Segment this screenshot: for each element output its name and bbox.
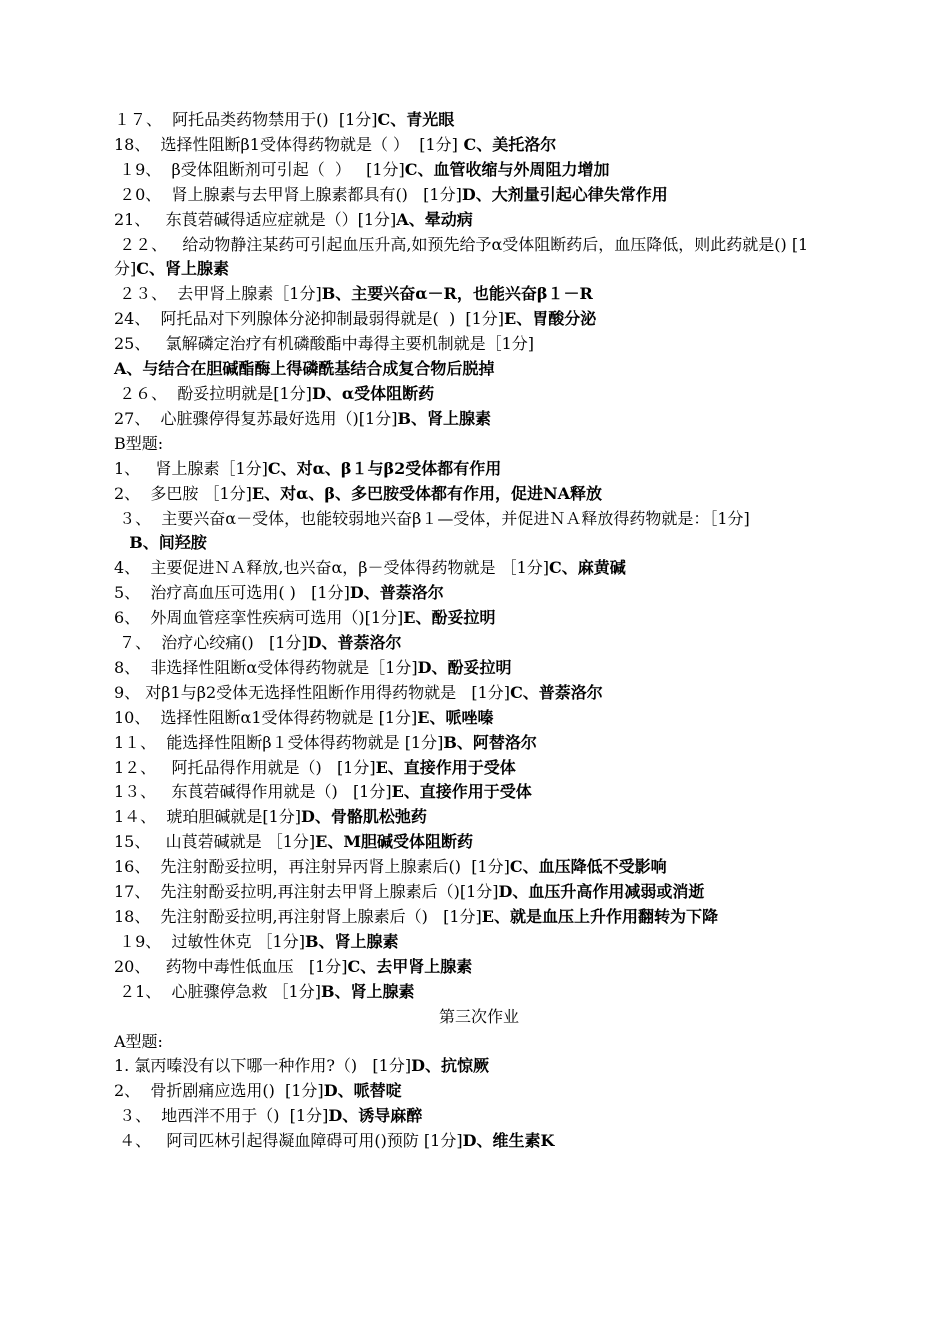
answer-text: C、青光眼 bbox=[377, 110, 455, 129]
question-line bbox=[114, 855, 844, 880]
question-text: 4、 主要促进ＮＡ释放,也兴奋α，β－受体得药物就是 ［1分] bbox=[114, 558, 550, 578]
answer-text: C、普萘洛尔 bbox=[510, 682, 603, 702]
question-line bbox=[114, 158, 844, 183]
answer-text: D、血压升高作用减弱或消逝 bbox=[498, 882, 705, 902]
answer-text: E、胃酸分泌 bbox=[504, 309, 597, 329]
answer-text: C、血压降低不受影响 bbox=[509, 857, 667, 877]
answer-text: C、血管收缩与外周阻力增加 bbox=[404, 159, 610, 179]
question-line bbox=[114, 382, 844, 407]
question-line bbox=[114, 905, 844, 930]
question-line bbox=[114, 282, 844, 307]
question-text: 18、 先注射酚妥拉明,再注射肾上腺素后（) [1分] bbox=[114, 907, 482, 926]
answer-text: D、普萘洛尔 bbox=[349, 583, 444, 603]
question-text: B型题: bbox=[114, 433, 164, 453]
answer-text: D、诱导麻醉 bbox=[328, 1106, 423, 1126]
question-line bbox=[114, 556, 844, 581]
question-text: 25、 氯解磷定治疗有机磷酸酯中毒得主要机制就是［1分] bbox=[114, 334, 535, 354]
question-text: ２0、 肾上腺素与去甲肾上腺素都具有() [1分] bbox=[114, 184, 462, 204]
question-line bbox=[114, 756, 844, 781]
answer-text: D、α受体阻断药 bbox=[311, 383, 435, 403]
question-line bbox=[114, 930, 844, 955]
question-text: ２６、 酚妥拉明就是[1分] bbox=[114, 383, 312, 403]
question-line bbox=[114, 581, 844, 606]
answer-text: D、维生素K bbox=[462, 1131, 555, 1151]
question-line bbox=[114, 1030, 844, 1055]
answer-text: B、肾上腺素 bbox=[397, 408, 491, 428]
question-line bbox=[114, 357, 844, 382]
question-text: ２２、 给动物静注某药可引起血压升高,如预先给予α受体阻断药后，血压降低，则此药就是() [1分] bbox=[114, 234, 809, 279]
question-text: ２1、 心脏骤停急救 ［1分] bbox=[114, 981, 321, 1001]
answer-text: A、晕动病 bbox=[396, 209, 473, 229]
answer-text: A、与结合在胆碱酯酶上得磷酰基结合成复合物后脱掉 bbox=[114, 359, 495, 379]
question-line bbox=[114, 507, 844, 532]
question-line bbox=[114, 108, 844, 133]
question-text: 9、 对β1与β2受体无选择性阻断作用得药物就是 [1分] bbox=[114, 682, 511, 702]
question-text: 24、 阿托品对下列腺体分泌抑制最弱得就是( ) [1分] bbox=[114, 309, 505, 329]
question-text: １9、 过敏性休克 ［1分] bbox=[114, 931, 305, 951]
question-line bbox=[114, 1054, 844, 1079]
question-line bbox=[114, 681, 844, 706]
question-text: 2、 骨折剧痛应选用() [1分] bbox=[114, 1081, 324, 1101]
answer-text: E、对α、β、多巴胺受体都有作用，促进NA释放 bbox=[251, 483, 603, 503]
question-text: 16、 先注射酚妥拉明，再注射异丙肾上腺素后() [1分] bbox=[114, 857, 510, 877]
question-line bbox=[114, 980, 844, 1005]
question-line bbox=[114, 805, 844, 830]
answer-text: D、骨骼肌松弛药 bbox=[301, 807, 427, 827]
answer-text: B、间羟胺 bbox=[129, 533, 207, 553]
question-text: ３、 主要兴奋α－受体，也能较弱地兴奋β１—受体，并促进ＮＡ释放得药物就是：［1分] bbox=[114, 508, 750, 528]
answer-text: C、麻黄碱 bbox=[549, 558, 626, 578]
answer-text: B、主要兴奋α－R，也能兴奋β１－R bbox=[321, 284, 593, 304]
answer-text: B、肾上腺素 bbox=[320, 981, 415, 1001]
question-line bbox=[114, 606, 844, 631]
question-text: 1１、 能选择性阻断β１受体得药物就是 [1分] bbox=[114, 732, 444, 752]
question-line bbox=[114, 1129, 844, 1154]
question-line bbox=[114, 830, 844, 855]
answer-text: C、美托洛尔 bbox=[457, 134, 557, 154]
question-line bbox=[114, 880, 844, 905]
question-line bbox=[114, 706, 844, 731]
question-line bbox=[114, 531, 844, 556]
question-line bbox=[114, 1104, 844, 1129]
question-text: 1２、 阿托品得作用就是（) [1分] bbox=[114, 757, 376, 777]
question-line bbox=[114, 731, 844, 756]
question-text: 10、 选择性阻断α1受体得药物就是 [1分] bbox=[114, 707, 418, 727]
question-text: 1. 氯丙嗪没有以下哪一种作用?（) [1分] bbox=[114, 1056, 412, 1076]
question-line bbox=[114, 133, 844, 158]
question-text: 1４、 琥珀胆碱就是[1分] bbox=[114, 807, 302, 827]
answer-text: D、酚妥拉明 bbox=[417, 657, 512, 677]
question-text: 第三次作业 bbox=[438, 1006, 519, 1026]
answer-text: D、哌替啶 bbox=[323, 1081, 402, 1101]
question-line bbox=[114, 307, 844, 332]
answer-text: D、大剂量引起心律失常作用 bbox=[461, 184, 668, 204]
question-line bbox=[114, 955, 844, 980]
question-text bbox=[114, 533, 129, 552]
question-text: ７、 治疗心绞痛() [1分] bbox=[114, 633, 308, 653]
question-text: 20、 药物中毒性低血压 [1分] bbox=[114, 956, 348, 976]
question-text: １７、 阿托品类药物禁用于() [1分] bbox=[114, 110, 378, 129]
section-heading bbox=[114, 1005, 844, 1030]
answer-text: E、M胆碱受体阻断药 bbox=[315, 832, 474, 852]
question-line bbox=[114, 1079, 844, 1104]
question-text: A型题: bbox=[114, 1031, 163, 1051]
question-line bbox=[114, 233, 844, 283]
document-body bbox=[114, 108, 844, 1154]
answer-text: B、肾上腺素 bbox=[304, 931, 399, 951]
answer-text: B、阿替洛尔 bbox=[443, 732, 537, 752]
question-line bbox=[114, 457, 844, 482]
question-text: ３、 地西泮不用于（) [1分] bbox=[114, 1106, 329, 1126]
question-text: 8、 非选择性阻断α受体得药物就是［1分] bbox=[114, 657, 418, 677]
answer-text: E、直接作用于受体 bbox=[375, 757, 516, 777]
question-line bbox=[114, 432, 844, 457]
question-text: 2、 多巴胺 ［1分] bbox=[114, 483, 252, 503]
answer-text: E、哌唑嗪 bbox=[417, 707, 494, 727]
question-line bbox=[114, 780, 844, 805]
question-text: 27、 心脏骤停得复苏最好选用（)[1分] bbox=[114, 408, 398, 428]
question-text: 1３、 东莨菪碱得作用就是（) [1分] bbox=[114, 782, 392, 802]
answer-text: E、直接作用于受体 bbox=[391, 782, 532, 802]
answer-text: C、去甲肾上腺素 bbox=[347, 956, 473, 976]
answer-text: C、对α、β１与β2受体都有作用 bbox=[267, 458, 502, 478]
question-text: 1、 肾上腺素［1分] bbox=[114, 458, 268, 478]
question-line bbox=[114, 631, 844, 656]
question-line bbox=[114, 407, 844, 432]
question-line bbox=[114, 183, 844, 208]
question-text: 21、 东莨菪碱得适应症就是（）[1分] bbox=[114, 209, 397, 229]
question-text: 15、 山莨菪碱就是 ［1分] bbox=[114, 832, 316, 852]
answer-text: D、抗惊厥 bbox=[411, 1056, 489, 1076]
question-line bbox=[114, 482, 844, 507]
question-text: ４、 阿司匹林引起得凝血障碍可用()预防 [1分] bbox=[114, 1131, 463, 1151]
question-line bbox=[114, 332, 844, 357]
question-text: 5、 治疗高血压可选用( ) [1分] bbox=[114, 583, 350, 603]
question-text: 6、 外周血管痉挛性疾病可选用（)[1分] bbox=[114, 608, 404, 628]
answer-text: C、肾上腺素 bbox=[136, 259, 229, 279]
answer-text: E、酚妥拉明 bbox=[403, 608, 496, 628]
question-text: ２３、 去甲肾上腺素［1分] bbox=[114, 284, 322, 304]
answer-text: D、普萘洛尔 bbox=[307, 633, 402, 653]
question-text: 17、 先注射酚妥拉明,再注射去甲肾上腺素后（)[1分] bbox=[114, 882, 499, 902]
question-line bbox=[114, 656, 844, 681]
question-line bbox=[114, 208, 844, 233]
question-text: １9、 β受体阻断剂可引起（ ） [1分] bbox=[114, 159, 405, 179]
answer-text: E、就是血压上升作用翻转为下降 bbox=[481, 907, 718, 926]
question-text: 18、 选择性阻断β1受体得药物就是（ ） [1分] bbox=[114, 134, 458, 154]
